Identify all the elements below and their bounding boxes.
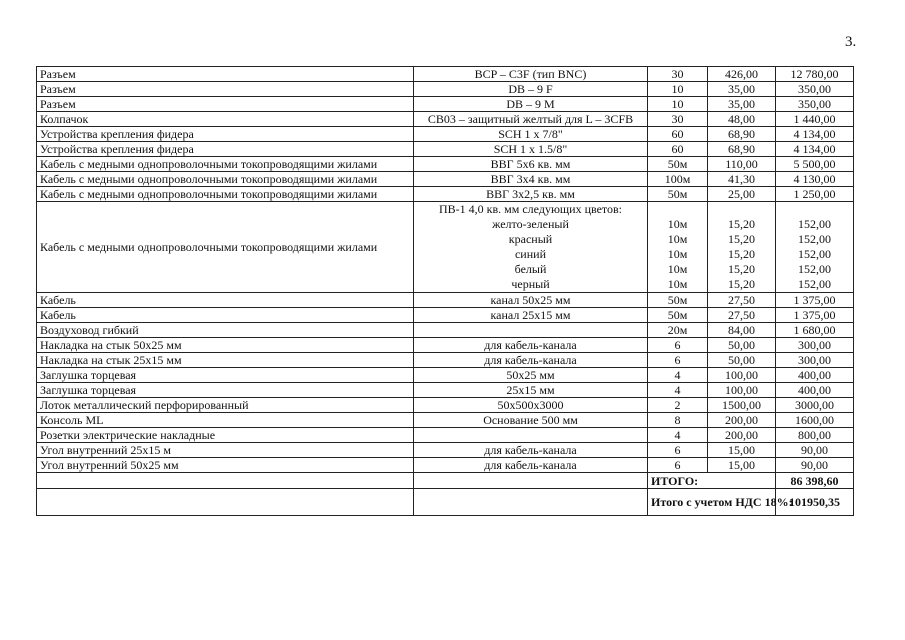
table-row	[37, 112, 854, 127]
item-qty-cell: 6	[648, 338, 708, 353]
item-name-cell: Кабель с медными однопроволочными токопроводящими жилами	[37, 187, 414, 202]
item-spec-cell: CB03 – защитный желтый для L – 3CFB	[414, 112, 648, 127]
item-sum-cell: 1 250,00	[776, 187, 854, 202]
item-spec-cell: SCH 1 x 1.5/8"	[414, 142, 648, 157]
vat-total-row	[37, 489, 854, 516]
item-name-cell: Разъем	[37, 82, 414, 97]
table-row	[37, 383, 854, 398]
table-row	[37, 293, 854, 308]
item-price-cell: 200,00	[708, 413, 776, 428]
item-sum-cell: 1600,00	[776, 413, 854, 428]
table-row	[37, 413, 854, 428]
item-sum-line: 152,00	[798, 262, 831, 276]
item-price-cell: 200,00	[708, 428, 776, 443]
vat-total-label: Итого с учетом НДС 18%:	[648, 489, 776, 516]
item-name-cell: Лоток металлический перфорированный	[37, 398, 414, 413]
table-row	[37, 353, 854, 368]
item-name-cell: Накладка на стык 50x25 мм	[37, 338, 414, 353]
item-price-cell: 41,30	[708, 172, 776, 187]
item-sum-cell: 1 440,00	[776, 112, 854, 127]
item-sum-cell: 90,00	[776, 443, 854, 458]
item-qty-cell: 50м	[648, 157, 708, 172]
item-sum-cell: 350,00	[776, 82, 854, 97]
item-name-cell: Кабель с медными однопроволочными токопроводящими жилами	[37, 202, 414, 293]
item-spec-cell: для кабель-канала	[414, 353, 648, 368]
item-spec-cell: 50x500x3000	[414, 398, 648, 413]
item-name-cell: Разъем	[37, 67, 414, 82]
table-row	[37, 67, 854, 82]
table-row	[37, 368, 854, 383]
item-sum-cell: 5 500,00	[776, 157, 854, 172]
item-qty-line: 10м	[667, 277, 688, 291]
item-qty-cell: 6	[648, 353, 708, 368]
total-row	[37, 473, 854, 489]
item-sum-line: 152,00	[798, 232, 831, 246]
item-qty-cell: 30	[648, 67, 708, 82]
item-price-line: 15,20	[728, 247, 755, 261]
table-row	[37, 443, 854, 458]
item-price-cell: 50,00	[708, 353, 776, 368]
table-row	[37, 127, 854, 142]
vat-total-value: 101950,35	[776, 489, 854, 516]
table-row	[37, 142, 854, 157]
item-sum-cell: 350,00	[776, 97, 854, 112]
item-qty-cell	[648, 202, 708, 293]
item-spec-cell: канал 50x25 мм	[414, 293, 648, 308]
item-sum-line: 152,00	[798, 277, 831, 291]
table-row	[37, 97, 854, 112]
total-label: ИТОГО:	[648, 473, 776, 489]
item-price-cell: 68,90	[708, 142, 776, 157]
item-sum-cell: 1 680,00	[776, 323, 854, 338]
item-name-cell: Консоль ML	[37, 413, 414, 428]
item-spec-cell: для кабель-канала	[414, 443, 648, 458]
item-qty-cell: 6	[648, 443, 708, 458]
item-name-cell: Заглушка торцевая	[37, 383, 414, 398]
table-row-multi	[37, 202, 854, 293]
item-name-cell: Накладка на стык 25x15 мм	[37, 353, 414, 368]
item-sum-cell: 1 375,00	[776, 293, 854, 308]
table-row	[37, 338, 854, 353]
item-sum-cell: 4 130,00	[776, 172, 854, 187]
item-price-cell: 35,00	[708, 97, 776, 112]
spec-color: желто-зеленый	[492, 217, 569, 231]
table-row	[37, 458, 854, 473]
item-sum-cell: 400,00	[776, 383, 854, 398]
item-sum-line: 152,00	[798, 217, 831, 231]
item-spec-cell: Основание 500 мм	[414, 413, 648, 428]
item-sum-cell: 4 134,00	[776, 127, 854, 142]
item-spec-cell: 50x25 мм	[414, 368, 648, 383]
spec-color: красный	[508, 232, 553, 246]
item-price-line: 15,20	[728, 262, 755, 276]
item-price-line: 15,20	[728, 232, 755, 246]
item-price-cell: 68,90	[708, 127, 776, 142]
item-qty-line: 10м	[667, 232, 688, 246]
item-spec-cell: SCH 1 x 7/8"	[414, 127, 648, 142]
item-qty-cell: 60	[648, 142, 708, 157]
item-spec-cell	[414, 428, 648, 443]
empty-cell	[37, 473, 414, 489]
item-name-cell: Кабель	[37, 293, 414, 308]
item-qty-cell: 8	[648, 413, 708, 428]
item-spec-cell: BCP – C3F (тип BNC)	[414, 67, 648, 82]
item-spec-cell: канал 25x15 мм	[414, 308, 648, 323]
item-qty-cell: 2	[648, 398, 708, 413]
page-number: 3.	[845, 34, 857, 50]
item-qty-cell: 4	[648, 383, 708, 398]
spec-color: белый	[514, 262, 547, 276]
item-qty-line: 10м	[667, 262, 688, 276]
item-name-cell: Заглушка торцевая	[37, 368, 414, 383]
item-price-cell: 15,00	[708, 458, 776, 473]
item-spec-cell: 25x15 мм	[414, 383, 648, 398]
item-sum-cell: 12 780,00	[776, 67, 854, 82]
item-sum-cell: 3000,00	[776, 398, 854, 413]
item-qty-cell: 4	[648, 368, 708, 383]
item-qty-cell: 30	[648, 112, 708, 127]
item-sum-cell: 4 134,00	[776, 142, 854, 157]
table-row	[37, 172, 854, 187]
item-price-cell: 25,00	[708, 187, 776, 202]
item-name-cell: Устройства крепления фидера	[37, 142, 414, 157]
item-sum-line: 152,00	[798, 247, 831, 261]
item-sum-cell: 300,00	[776, 338, 854, 353]
item-price-cell: 426,00	[708, 67, 776, 82]
item-price-cell	[708, 202, 776, 293]
item-price-line: 15,20	[728, 217, 755, 231]
item-qty-cell: 60	[648, 127, 708, 142]
item-qty-cell: 50м	[648, 187, 708, 202]
item-name-cell: Угол внутренний 25x15 м	[37, 443, 414, 458]
empty-cell	[37, 489, 414, 516]
table-row	[37, 157, 854, 172]
item-sum-cell: 400,00	[776, 368, 854, 383]
item-name-cell: Кабель с медными однопроволочными токопроводящими жилами	[37, 157, 414, 172]
item-price-cell: 110,00	[708, 157, 776, 172]
item-name-cell: Воздуховод гибкий	[37, 323, 414, 338]
item-spec-cell: DB – 9 F	[414, 82, 648, 97]
item-spec-cell: ВВГ 3x2,5 кв. мм	[414, 187, 648, 202]
item-qty-cell: 10	[648, 82, 708, 97]
item-price-cell: 100,00	[708, 383, 776, 398]
table-row	[37, 398, 854, 413]
item-spec-cell: ВВГ 5x6 кв. мм	[414, 157, 648, 172]
table-row	[37, 187, 854, 202]
item-sum-cell: 90,00	[776, 458, 854, 473]
item-price-cell: 35,00	[708, 82, 776, 97]
empty-cell	[414, 473, 648, 489]
item-price-cell: 27,50	[708, 293, 776, 308]
spec-color: синий	[514, 247, 546, 261]
item-name-cell: Кабель	[37, 308, 414, 323]
table-row	[37, 323, 854, 338]
item-qty-line: 10м	[667, 217, 688, 231]
item-sum-cell: 800,00	[776, 428, 854, 443]
total-value: 86 398,60	[776, 473, 854, 489]
table-row	[37, 82, 854, 97]
item-price-cell: 48,00	[708, 112, 776, 127]
spec-color: черный	[511, 277, 550, 291]
item-name-cell: Колпачок	[37, 112, 414, 127]
item-qty-cell: 50м	[648, 293, 708, 308]
item-name-cell: Устройства крепления фидера	[37, 127, 414, 142]
item-qty-cell: 50м	[648, 308, 708, 323]
item-price-cell: 100,00	[708, 368, 776, 383]
specification-table	[36, 66, 854, 516]
item-qty-cell: 4	[648, 428, 708, 443]
item-spec-cell	[414, 202, 648, 293]
empty-cell	[414, 489, 648, 516]
item-spec-cell	[414, 323, 648, 338]
spec-header: ПВ-1 4,0 кв. мм следующих цветов:	[439, 202, 622, 216]
item-name-cell: Угол внутренний 50x25 мм	[37, 458, 414, 473]
item-spec-cell: для кабель-канала	[414, 338, 648, 353]
item-qty-cell: 100м	[648, 172, 708, 187]
item-price-cell: 84,00	[708, 323, 776, 338]
item-price-cell: 27,50	[708, 308, 776, 323]
item-price-cell: 50,00	[708, 338, 776, 353]
item-qty-cell: 10	[648, 97, 708, 112]
item-name-cell: Кабель с медными однопроволочными токопроводящими жилами	[37, 172, 414, 187]
item-qty-cell: 20м	[648, 323, 708, 338]
item-sum-cell: 1 375,00	[776, 308, 854, 323]
item-sum-cell	[776, 202, 854, 293]
item-qty-line: 10м	[667, 247, 688, 261]
item-name-cell: Розетки электрические накладные	[37, 428, 414, 443]
item-price-line: 15,20	[728, 277, 755, 291]
item-spec-cell: DB – 9 M	[414, 97, 648, 112]
item-spec-cell: для кабель-канала	[414, 458, 648, 473]
item-sum-cell: 300,00	[776, 353, 854, 368]
item-name-cell: Разъем	[37, 97, 414, 112]
item-price-cell: 15,00	[708, 443, 776, 458]
table-row	[37, 308, 854, 323]
table-row	[37, 428, 854, 443]
item-spec-cell: ВВГ 3x4 кв. мм	[414, 172, 648, 187]
item-price-cell: 1500,00	[708, 398, 776, 413]
item-qty-cell: 6	[648, 458, 708, 473]
